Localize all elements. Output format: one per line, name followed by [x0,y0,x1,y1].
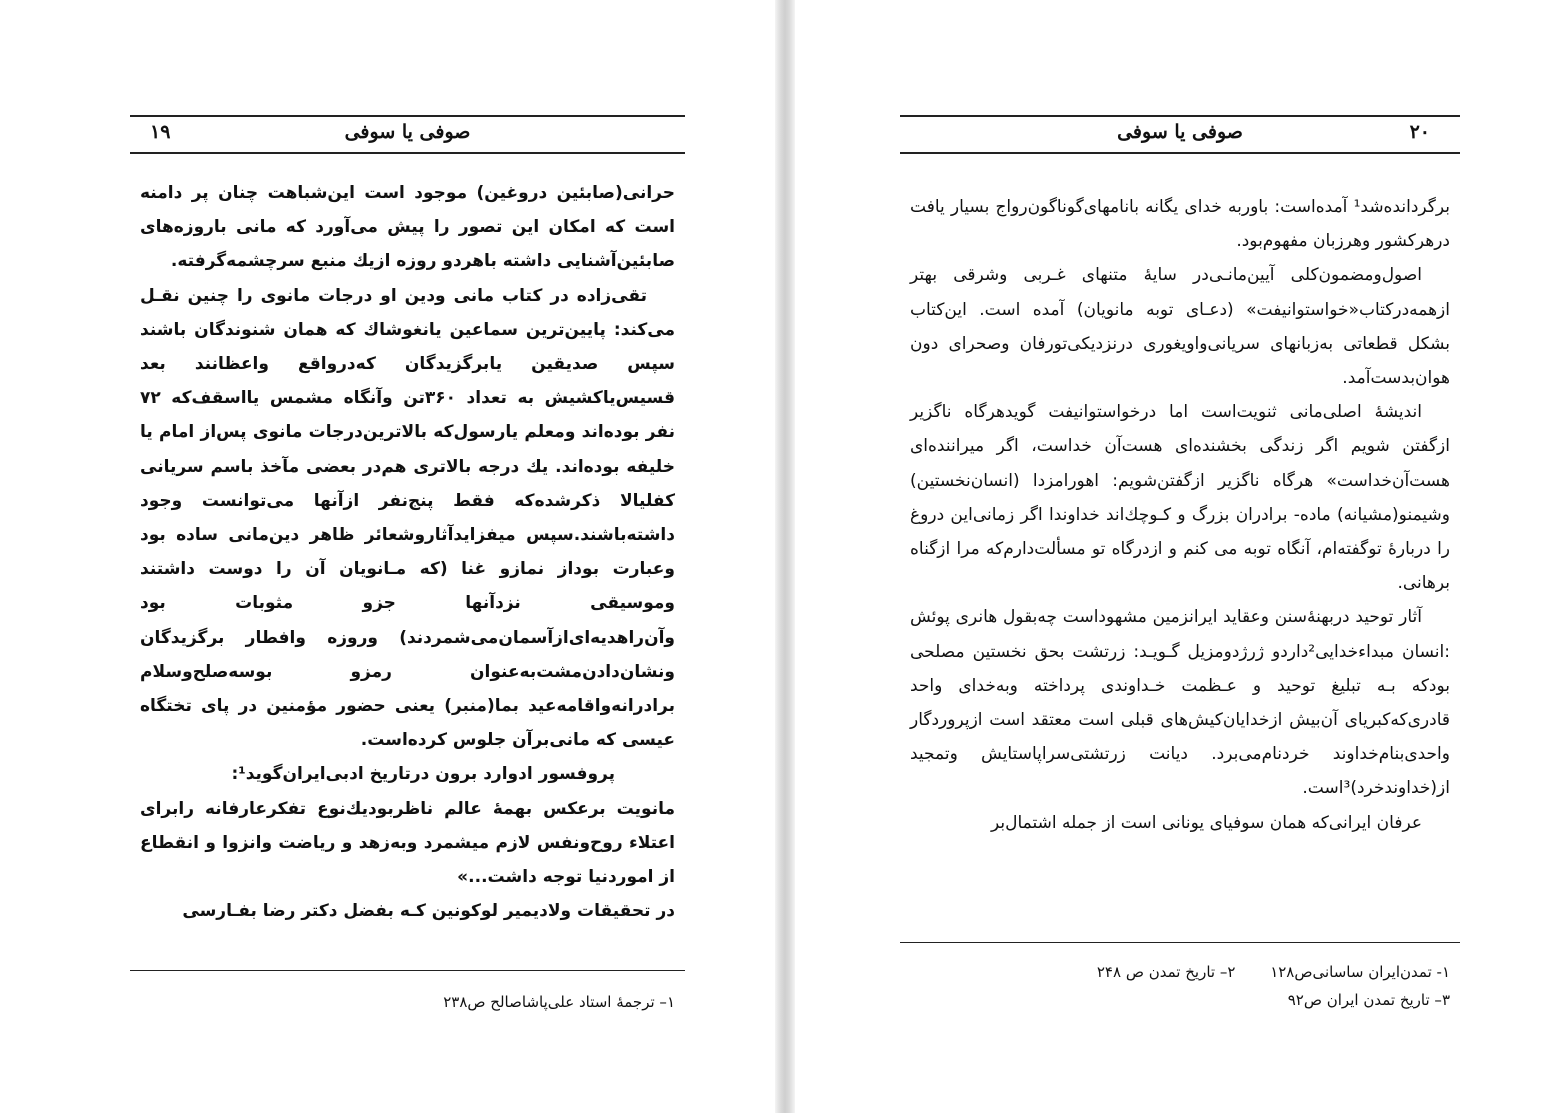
paragraph: عرفان ایرانی‌که همان سوفیای یونانی است از جمله اشتمال‌بر [990,812,1422,833]
running-header [130,115,685,154]
footnote-divider [130,970,685,971]
running-header [900,115,1460,154]
left-page [130,0,685,1113]
body-text [910,190,1450,840]
running-title: صوفی یا سوفی [344,121,471,143]
paragraph: برگردانده‌شد¹ آمده‌است: باوربه خدای یگانه بانامهای‌گوناگون‌رواج بسیار یافت درهرکشور وهرزبان مفهوم‌بود. [910,197,1450,252]
paragraph: پروفسور ادوارد برون درتاریخ ادبی‌ایران‌گوید¹: [231,764,615,785]
footnotes [910,958,1450,1014]
page-number: ۱۹ [150,121,171,143]
footnotes [140,988,675,1016]
running-title: صوفی یا سوفی [1117,121,1243,143]
paragraph: اصول‌ومضمون‌کلی آیین‌مانـی‌در سایهٔ متنهای غـربی وشرقی بهتر ازهمه‌درکتاب«خواستوانیفت» (دعـای توبه مانویان) آمده است. این‌کتاب بشکل قطعاتی به‌زبانهای سریانی‌واویغوری درنزدیکی‌تورفان وصحرای دون هوان‌بدست‌آمد. [910,265,1450,389]
paragraph: تقی‌زاده در کتاب مانی ودین او درجات مانوی را چنین نقـل می‌کند: پایین‌ترین سماعین یانغوشاك که همان شنوندگان باشند سپس صدیقین یابرگزیدگان که‌درواقع واعظانند بعد قسیس‌یاکشیش به تعداد ۳۶۰تن وآنگاه مشمس یااسقف‌که ۷۲ نفر بوده‌اند ومعلم یارسول‌که بالاترین‌درجات مانوی پس‌از امام یا خلیفه بوده‌اند. یك درجه بالاتری هم‌در بعضی مآخذ باسم سریانی کفلیالا ذکرشده‌که فقط پنج‌نفر ازآنها می‌توانست وجود داشته‌باشند.سپس میفزایدآثاروشعائر ظاهر دین‌مانی ساده بود وعبارت بوداز نمازو غنا (که مـانویان آن را دوست داشتند وموسیقی نزدآنها جزو مثوبات بود وآن‌راهدیه‌ای‌ازآسمان‌می‌شمردند) وروزه وافطار برگزیدگان ونشان‌دادن‌مشت‌به‌عنوان رمزو بوسه‌صلح‌وسلام برادرانه‌واقامه‌عید بما(منبر) یعنی حضور مؤمنین در پای تختگاه عیسی که مانی‌برآن جلوس کرده‌است. [140,285,675,751]
paragraph: اندیشهٔ اصلی‌مانی ثنویت‌است اما درخواستوانیفت گوید‌هرگاه ناگزیر ازگفتن شویم اگر زندگی بخشنده‌ای هست‌آن خداست، اگر میراننده‌ای هست‌آن‌خداست» هرگاه ناگزیر ازگفتن‌شویم: اهورامزدا (انسان‌نخستین) وشیمنو(مشیانه) ماده- برادران بزرگ و کـوچك‌اند خداوندا اگر زمانی‌این دروغ را دربارهٔ توگفته‌ام، آنگاه توبه می کنم و ازدرگاه تو مسألت‌دارم‌که مرا ازگناه برهانی. [910,402,1450,594]
right-page [900,0,1460,1113]
paragraph: در تحقیقات ولادیمیر لوکونین کـه بفضل دکتر رضا بفـارسی [182,901,675,922]
footnote: ۱- تمدن‌ایران ساسانی‌ص۱۲۸ [1270,963,1450,981]
footnote: ۱– ترجمهٔ استاد علی‌پاشاصالح ص۲۳۸ [443,993,675,1011]
body-text [140,176,675,928]
paragraph: مانویت برعکس بهمهٔ عالم ناظربودیك‌نوع تفکرعارفانه رابرای اعتلاء روح‌ونفس لازم میشمرد وبه‌زهد و ریاضت وانزوا و انقطاع از امورد‌نیا توجه داشت...» [140,798,675,888]
paragraph: آثار توحید دربهنهٔ‌سنن وعقاید ایرانزمین مشهوداست چه‌بقول هانری پوئش :انسان مبداء‌خدایی²داردو ژرژدومزیل گـویـد: زرتشت بحق نخستین مصلحی بودکه بـه تبلیغ توحید و عـظمت خـداوندی پرداخته وبه‌خدای واحد قادری‌که‌کبریای آن‌بیش ازخدایان‌کیش‌های قبلی است معتقد است ازپروردگار واحدی‌بنام‌خداوند خردنام‌می‌برد. دیانت زرتشتی‌سراپاستایش وتمجید از(خداوندخرد)³است. [910,607,1450,799]
footnote-row [910,958,1450,986]
paragraph: حرانی(صابئین دروغین) موجود است این‌شباهت چنان پر دامنه است که امکان این تصور را پیش می‌آورد که مانی باروزه‌های صابئین‌آشنایی داشته باهردو روزه ازیك منبع سرچشمه‌گرفته. [140,183,675,272]
page-number: ۲۰ [1409,121,1430,143]
footnote-divider [900,942,1460,943]
footnote-row [910,986,1450,1014]
footnote-row [140,988,675,1016]
book-spine [775,0,795,1113]
footnote: ۳– تاریخ تمدن ایران ص۹۲ [1287,991,1450,1009]
footnote: ۲– تاریخ تمدن ص ۲۴۸ [1096,963,1236,981]
